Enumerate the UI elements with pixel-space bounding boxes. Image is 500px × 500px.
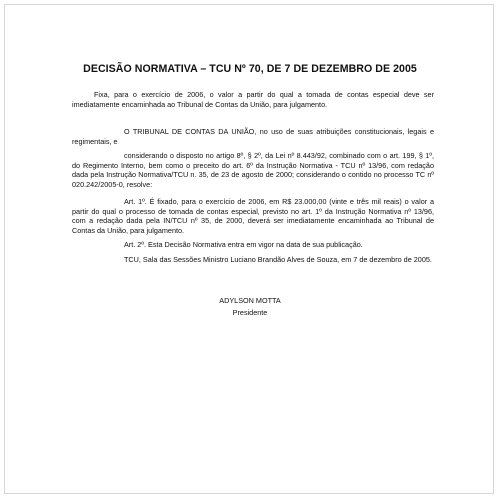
preamble-paragraph: O TRIBUNAL DE CONTAS DA UNIÃO, no uso de suas atribuições constitucionais, legais e regimentais, e (72, 127, 434, 146)
article-1-paragraph: Art. 1º. É fixado, para o exercício de 2006, em R$ 23.000,00 (vinte e três mil reais) o valor a partir do qual o processo de tomada de contas especial, previsto no art. 1º da Instrução Normativa nº 13/96, com a redação dada pela IN/TCU nº 35, de 2000, deverá ser imediatamente encaminhada ao Tribunal de Contas da União, para julgamento. (72, 197, 434, 235)
article-2-paragraph: Art. 2º. Esta Decisão Normativa entra em vigor na data de sua publicação. (124, 240, 363, 249)
closing-paragraph: TCU, Sala das Sessões Ministro Luciano Brandão Alves de Souza, em 7 de dezembro de 2005. (124, 255, 432, 264)
document-title: DECISÃO NORMATIVA – TCU Nº 70, DE 7 DE DEZEMBRO DE 2005 (83, 63, 417, 75)
ementa-paragraph: Fixa, para o exercício de 2006, o valor a partir do qual a tomada de contas especial deve ser imediatamente encaminhada ao Tribunal de Contas da União, para julgamento. (72, 90, 434, 109)
considerations-paragraph: considerando o disposto no artigo 8º, § 2º, da Lei nº 8.443/92, combinado com o art. 199, § 1º, do Regimento Interno, bem como o preceito do art. 6º da Instrução Normativa - TCU nº 13/96, com redação dada pela Instrução Normativa/TCU n. 35, de 23 de agosto de 2000; considerando o contido no processo TC nº 020.242/2005-0, resolve: (72, 151, 434, 189)
signatory-name: ADYLSON MOTTA (219, 296, 281, 305)
signatory-role: Presidente (232, 308, 268, 317)
